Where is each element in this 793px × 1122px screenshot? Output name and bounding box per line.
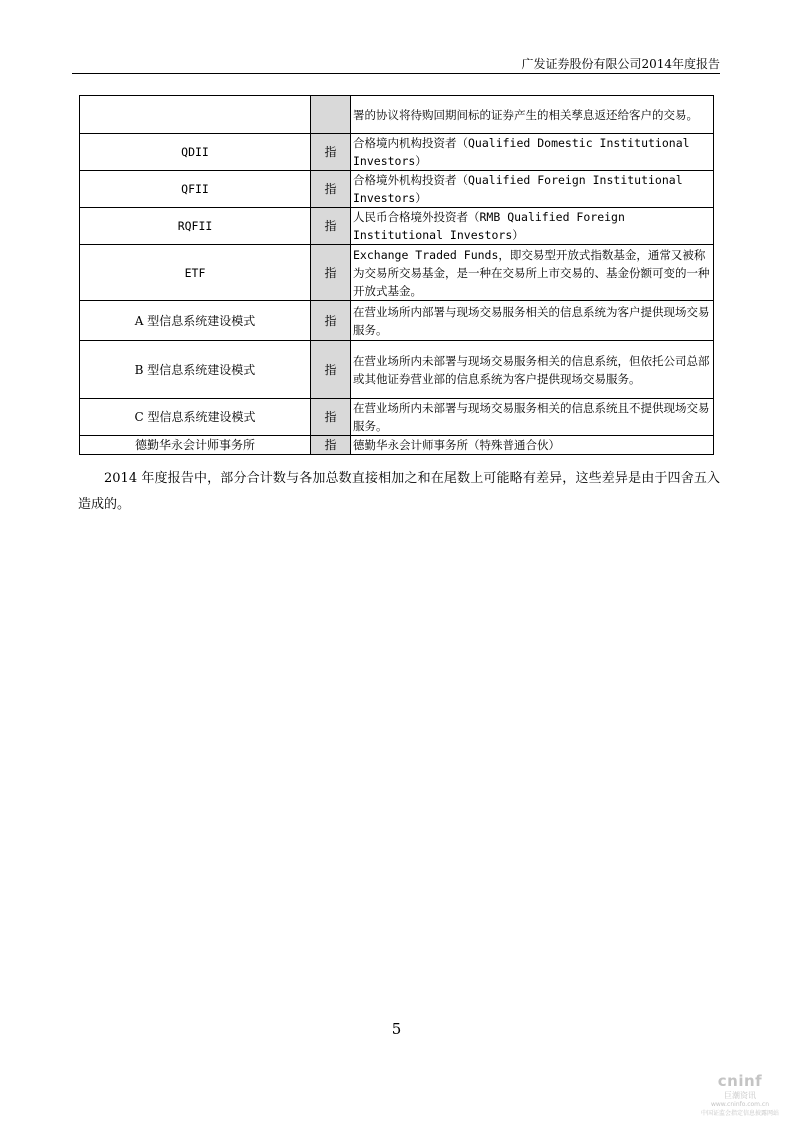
- term-cell: [80, 96, 311, 134]
- mark-cell: 指: [311, 399, 351, 436]
- report-header: 广发证券股份有限公司2014年度报告: [521, 57, 720, 71]
- definition-cell: 合格境外机构投资者（Qualified Foreign Institutional Investors）: [351, 171, 714, 208]
- watermark-org: 中国证监会指定信息披露网站: [700, 1110, 779, 1117]
- term-cell: B 型信息系统建设模式: [80, 341, 311, 399]
- mark-cell: [311, 96, 351, 134]
- watermark-name: 巨潮资讯: [724, 1091, 756, 1100]
- table-row: [80, 96, 714, 134]
- definition-cell: 德勤华永会计师事务所（特殊普通合伙）: [351, 436, 714, 455]
- table-row: [80, 208, 714, 245]
- mark-cell: 指: [311, 134, 351, 171]
- term-cell: QDII: [80, 134, 311, 171]
- mark-cell: 指: [311, 171, 351, 208]
- term-cell: A 型信息系统建设模式: [80, 301, 311, 341]
- definition-cell: 在营业场所内部署与现场交易服务相关的信息系统为客户提供现场交易服务。: [351, 301, 714, 341]
- term-cell: QFII: [80, 171, 311, 208]
- definition-cell: Exchange Traded Funds，即交易型开放式指数基金，通常又被称为交易所交易基金，是一种在交易所上市交易的、基金份额可变的一种开放式基金。: [351, 245, 714, 301]
- table-row: [80, 341, 714, 399]
- definitions-table: [79, 95, 714, 455]
- header-rule: [72, 73, 720, 74]
- page-number: 5: [391, 1020, 402, 1038]
- definition-cell: 人民币合格境外投资者（RMB Qualified Foreign Institutional Investors）: [351, 208, 714, 245]
- table-row: [80, 245, 714, 301]
- mark-cell: 指: [311, 208, 351, 245]
- definition-cell: 在营业场所内未部署与现场交易服务相关的信息系统且不提供现场交易服务。: [351, 399, 714, 436]
- table-row: [80, 134, 714, 171]
- table-row: [80, 171, 714, 208]
- table-row: [80, 436, 714, 455]
- rounding-note: 2014 年度报告中，部分合计数与各加总数直接相加之和在尾数上可能略有差异，这些差异是由于四舍五入造成的。: [78, 471, 720, 512]
- table-row: [80, 301, 714, 341]
- term-cell: RQFII: [80, 208, 311, 245]
- mark-cell: 指: [311, 245, 351, 301]
- term-cell: C 型信息系统建设模式: [80, 399, 311, 436]
- cninfo-logo: cninf: [717, 1072, 763, 1090]
- mark-cell: 指: [311, 301, 351, 341]
- watermark-url: www.cninfo.com.cn: [710, 1101, 770, 1108]
- term-cell: ETF: [80, 245, 311, 301]
- mark-cell: 指: [311, 436, 351, 455]
- table-row: [80, 399, 714, 436]
- definition-cell: 合格境内机构投资者（Qualified Domestic Institutional Investors）: [351, 134, 714, 171]
- definition-cell: 署的协议将待购回期间标的证券产生的相关孳息返还给客户的交易。: [351, 96, 714, 134]
- cninfo-watermark: [700, 1072, 780, 1117]
- mark-cell: 指: [311, 341, 351, 399]
- definition-cell: 在营业场所内未部署与现场交易服务相关的信息系统，但依托公司总部或其他证券营业部的信息系统为客户提供现场交易服务。: [351, 341, 714, 399]
- term-cell: 德勤华永会计师事务所: [80, 436, 311, 455]
